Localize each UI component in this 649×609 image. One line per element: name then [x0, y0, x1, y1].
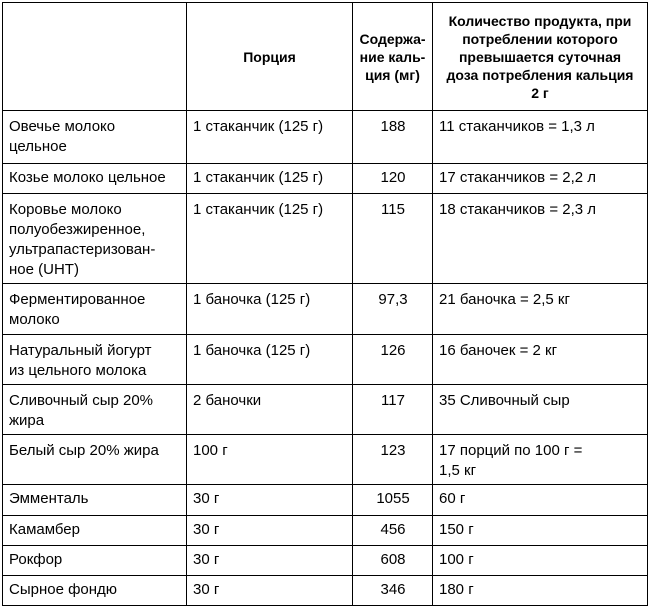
product-name: Сырное фондю — [3, 575, 187, 605]
portion: 1 стаканчик (125 г) — [187, 164, 353, 194]
table-row — [3, 435, 648, 485]
calcium-mg: 188 — [353, 111, 433, 164]
header-calcium-content: Содержа- ние каль- ция (мг) — [353, 3, 433, 111]
table-row — [3, 283, 648, 334]
calcium-mg: 120 — [353, 164, 433, 194]
product-name: Камамбер — [3, 515, 187, 545]
calcium-mg: 115 — [353, 194, 433, 283]
daily-dose-quantity: 35 Сливочный сыр — [433, 385, 648, 435]
portion: 2 баночки — [187, 385, 353, 435]
portion: 1 баночка (125 г) — [187, 283, 353, 334]
product-name: Эмменталь — [3, 485, 187, 515]
header-portion: Порция — [187, 3, 353, 111]
header-daily-dose-quantity: Количество продукта, при потреблении которого превышается суточная доза потребления кальция 2 г — [433, 3, 648, 111]
portion: 30 г — [187, 575, 353, 605]
product-name: Рокфор — [3, 545, 187, 575]
header-row — [3, 3, 648, 111]
table-row — [3, 111, 648, 164]
table-row — [3, 385, 648, 435]
product-name: Овечье молоко цельное — [3, 111, 187, 164]
portion: 1 стаканчик (125 г) — [187, 194, 353, 283]
product-name: Ферментированное молоко — [3, 283, 187, 334]
daily-dose-quantity: 17 стаканчиков = 2,2 л — [433, 164, 648, 194]
portion: 100 г — [187, 435, 353, 485]
daily-dose-quantity: 150 г — [433, 515, 648, 545]
calcium-mg: 123 — [353, 435, 433, 485]
table-row — [3, 485, 648, 515]
calcium-mg: 608 — [353, 545, 433, 575]
product-name: Белый сыр 20% жира — [3, 435, 187, 485]
product-name: Сливочный сыр 20% жира — [3, 385, 187, 435]
portion: 30 г — [187, 485, 353, 515]
product-name: Коровье молоко полуобезжиренное, ультрапастеризован- ное (UHT) — [3, 194, 187, 283]
portion: 1 стаканчик (125 г) — [187, 111, 353, 164]
product-name: Козье молоко цельное — [3, 164, 187, 194]
calcium-mg: 117 — [353, 385, 433, 435]
header-product — [3, 3, 187, 111]
daily-dose-quantity: 100 г — [433, 545, 648, 575]
table-row — [3, 334, 648, 384]
calcium-mg: 1055 — [353, 485, 433, 515]
portion: 30 г — [187, 515, 353, 545]
table-row — [3, 194, 648, 283]
table-row — [3, 515, 648, 545]
daily-dose-quantity: 16 баночек = 2 кг — [433, 334, 648, 384]
product-name: Натуральный йогурт из цельного молока — [3, 334, 187, 384]
table-row — [3, 164, 648, 194]
daily-dose-quantity: 180 г — [433, 575, 648, 605]
calcium-mg: 346 — [353, 575, 433, 605]
daily-dose-quantity: 21 баночка = 2,5 кг — [433, 283, 648, 334]
calcium-mg: 97,3 — [353, 283, 433, 334]
table-row — [3, 575, 648, 605]
daily-dose-quantity: 11 стаканчиков = 1,3 л — [433, 111, 648, 164]
calcium-table — [2, 2, 648, 606]
table-row — [3, 545, 648, 575]
daily-dose-quantity: 17 порций по 100 г = 1,5 кг — [433, 435, 648, 485]
daily-dose-quantity: 18 стаканчиков = 2,3 л — [433, 194, 648, 283]
portion: 30 г — [187, 545, 353, 575]
calcium-mg: 126 — [353, 334, 433, 384]
calcium-mg: 456 — [353, 515, 433, 545]
portion: 1 баночка (125 г) — [187, 334, 353, 384]
daily-dose-quantity: 60 г — [433, 485, 648, 515]
